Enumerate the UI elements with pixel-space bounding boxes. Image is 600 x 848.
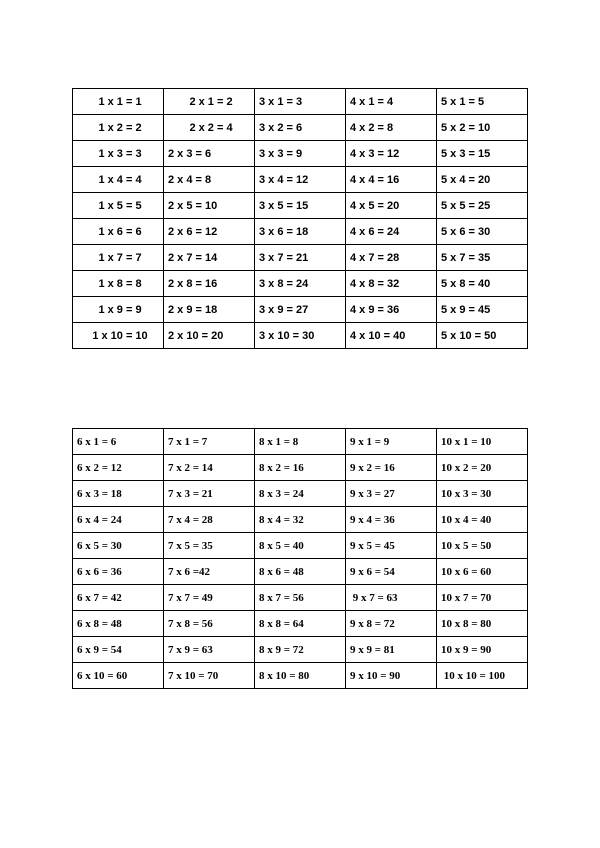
table-row <box>73 115 528 141</box>
table-cell: 3 x 3 = 9 <box>255 141 346 167</box>
table-cell: 7 x 9 = 63 <box>164 637 255 663</box>
table-cell: 1 x 8 = 8 <box>73 271 164 297</box>
table-cell: 3 x 6 = 18 <box>255 219 346 245</box>
table-cell: 5 x 6 = 30 <box>437 219 528 245</box>
table-row <box>73 141 528 167</box>
table-cell: 6 x 2 = 12 <box>73 455 164 481</box>
table-cell: 9 x 5 = 45 <box>346 533 437 559</box>
table-cell: 9 x 9 = 81 <box>346 637 437 663</box>
table-cell: 6 x 1 = 6 <box>73 429 164 455</box>
table-cell: 5 x 9 = 45 <box>437 297 528 323</box>
table-cell: 10 x 3 = 30 <box>437 481 528 507</box>
table-cell: 7 x 7 = 49 <box>164 585 255 611</box>
table-cell: 7 x 8 = 56 <box>164 611 255 637</box>
table-cell: 2 x 4 = 8 <box>164 167 255 193</box>
table-cell: 6 x 9 = 54 <box>73 637 164 663</box>
table-row <box>73 271 528 297</box>
table-cell: 8 x 2 = 16 <box>255 455 346 481</box>
table-cell: 9 x 4 = 36 <box>346 507 437 533</box>
table-cell: 7 x 1 = 7 <box>164 429 255 455</box>
table-cell: 10 x 10 = 100 <box>437 663 528 689</box>
table-cell: 10 x 7 = 70 <box>437 585 528 611</box>
table-cell: 1 x 1 = 1 <box>73 89 164 115</box>
table-cell: 9 x 2 = 16 <box>346 455 437 481</box>
table-row <box>73 245 528 271</box>
table-cell: 6 x 5 = 30 <box>73 533 164 559</box>
table-cell: 9 x 3 = 27 <box>346 481 437 507</box>
table-cell: 10 x 2 = 20 <box>437 455 528 481</box>
table-cell: 9 x 8 = 72 <box>346 611 437 637</box>
table-cell: 3 x 2 = 6 <box>255 115 346 141</box>
table-row <box>73 481 528 507</box>
table-cell: 4 x 1 = 4 <box>346 89 437 115</box>
table-cell: 4 x 6 = 24 <box>346 219 437 245</box>
table-cell: 1 x 3 = 3 <box>73 141 164 167</box>
table-cell: 8 x 6 = 48 <box>255 559 346 585</box>
table-cell: 2 x 10 = 20 <box>164 323 255 349</box>
table-cell: 8 x 9 = 72 <box>255 637 346 663</box>
table-row <box>73 167 528 193</box>
table-cell: 5 x 4 = 20 <box>437 167 528 193</box>
table-cell: 2 x 3 = 6 <box>164 141 255 167</box>
table-cell: 2 x 1 = 2 <box>164 89 255 115</box>
table-cell: 3 x 10 = 30 <box>255 323 346 349</box>
table-cell: 10 x 5 = 50 <box>437 533 528 559</box>
table-cell: 1 x 6 = 6 <box>73 219 164 245</box>
table-cell: 7 x 5 = 35 <box>164 533 255 559</box>
table-cell: 4 x 2 = 8 <box>346 115 437 141</box>
table-cell: 10 x 8 = 80 <box>437 611 528 637</box>
table-cell: 10 x 9 = 90 <box>437 637 528 663</box>
table-cell: 8 x 8 = 64 <box>255 611 346 637</box>
table-cell: 3 x 4 = 12 <box>255 167 346 193</box>
table-cell: 6 x 3 = 18 <box>73 481 164 507</box>
table-cell: 4 x 9 = 36 <box>346 297 437 323</box>
table-cell: 8 x 7 = 56 <box>255 585 346 611</box>
table-cell: 6 x 6 = 36 <box>73 559 164 585</box>
table-row <box>73 89 528 115</box>
table-cell: 4 x 10 = 40 <box>346 323 437 349</box>
table-cell: 4 x 4 = 16 <box>346 167 437 193</box>
table-cell: 10 x 6 = 60 <box>437 559 528 585</box>
table-cell: 5 x 8 = 40 <box>437 271 528 297</box>
table-cell: 5 x 2 = 10 <box>437 115 528 141</box>
table-cell: 1 x 7 = 7 <box>73 245 164 271</box>
table-row <box>73 611 528 637</box>
table-cell: 3 x 7 = 21 <box>255 245 346 271</box>
table-cell: 3 x 5 = 15 <box>255 193 346 219</box>
table-cell: 2 x 6 = 12 <box>164 219 255 245</box>
table-cell: 1 x 5 = 5 <box>73 193 164 219</box>
table-row <box>73 507 528 533</box>
table-cell: 9 x 10 = 90 <box>346 663 437 689</box>
table-cell: 1 x 10 = 10 <box>73 323 164 349</box>
table-cell: 5 x 3 = 15 <box>437 141 528 167</box>
table-row <box>73 585 528 611</box>
table-cell: 7 x 4 = 28 <box>164 507 255 533</box>
table-cell: 9 x 7 = 63 <box>346 585 437 611</box>
table-cell: 4 x 5 = 20 <box>346 193 437 219</box>
table-row <box>73 663 528 689</box>
table-row <box>73 637 528 663</box>
table-cell: 8 x 4 = 32 <box>255 507 346 533</box>
table-cell: 9 x 6 = 54 <box>346 559 437 585</box>
table-cell: 6 x 7 = 42 <box>73 585 164 611</box>
table-cell: 3 x 8 = 24 <box>255 271 346 297</box>
table-row <box>73 323 528 349</box>
table-cell: 4 x 3 = 12 <box>346 141 437 167</box>
table-row <box>73 193 528 219</box>
table-cell: 4 x 7 = 28 <box>346 245 437 271</box>
table-cell: 5 x 7 = 35 <box>437 245 528 271</box>
table-row <box>73 533 528 559</box>
table-cell: 7 x 3 = 21 <box>164 481 255 507</box>
table-row <box>73 559 528 585</box>
table-cell: 3 x 9 = 27 <box>255 297 346 323</box>
table-cell: 8 x 5 = 40 <box>255 533 346 559</box>
table-cell: 7 x 6 =42 <box>164 559 255 585</box>
table-cell: 10 x 1 = 10 <box>437 429 528 455</box>
table-cell: 2 x 7 = 14 <box>164 245 255 271</box>
table-cell: 5 x 5 = 25 <box>437 193 528 219</box>
table-cell: 2 x 2 = 4 <box>164 115 255 141</box>
table-cell: 9 x 1 = 9 <box>346 429 437 455</box>
table-cell: 1 x 9 = 9 <box>73 297 164 323</box>
table-cell: 1 x 4 = 4 <box>73 167 164 193</box>
table-cell: 8 x 3 = 24 <box>255 481 346 507</box>
table-cell: 5 x 10 = 50 <box>437 323 528 349</box>
table-row <box>73 297 528 323</box>
table-cell: 8 x 10 = 80 <box>255 663 346 689</box>
table-cell: 6 x 10 = 60 <box>73 663 164 689</box>
table-row <box>73 219 528 245</box>
times-table-1-to-5 <box>72 88 528 349</box>
table-cell: 5 x 1 = 5 <box>437 89 528 115</box>
table-cell: 2 x 9 = 18 <box>164 297 255 323</box>
table-row <box>73 429 528 455</box>
table-cell: 6 x 8 = 48 <box>73 611 164 637</box>
table-cell: 4 x 8 = 32 <box>346 271 437 297</box>
table-cell: 1 x 2 = 2 <box>73 115 164 141</box>
table-cell: 6 x 4 = 24 <box>73 507 164 533</box>
table-cell: 2 x 8 = 16 <box>164 271 255 297</box>
times-table-6-to-10 <box>72 428 528 689</box>
table-cell: 8 x 1 = 8 <box>255 429 346 455</box>
table-cell: 7 x 2 = 14 <box>164 455 255 481</box>
table-cell: 2 x 5 = 10 <box>164 193 255 219</box>
table-cell: 7 x 10 = 70 <box>164 663 255 689</box>
table-row <box>73 455 528 481</box>
table-cell: 10 x 4 = 40 <box>437 507 528 533</box>
table-cell: 3 x 1 = 3 <box>255 89 346 115</box>
